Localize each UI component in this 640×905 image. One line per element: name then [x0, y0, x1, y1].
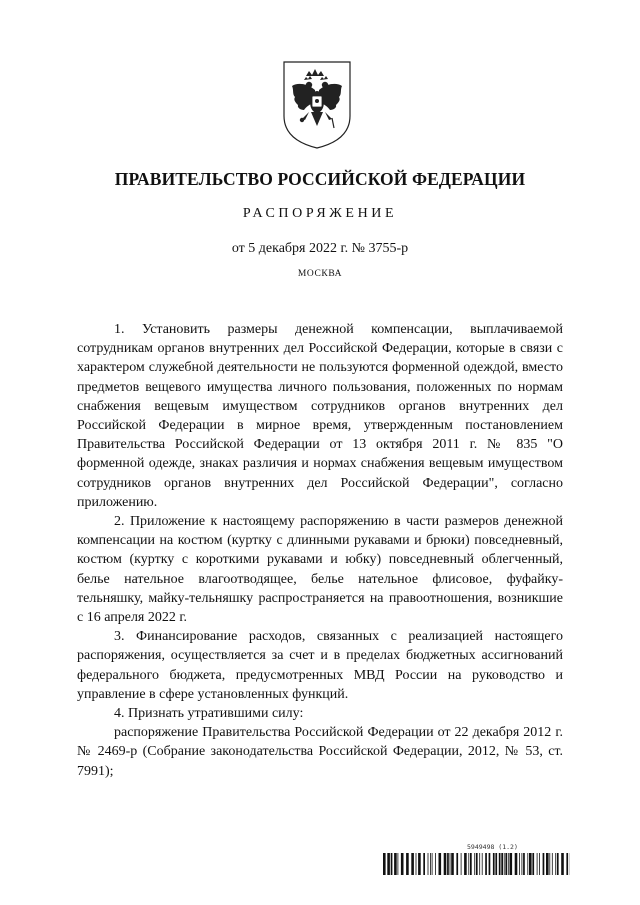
document-city: МОСКВА — [297, 269, 343, 279]
paragraph-3: 3. Финансирование расходов, связанных с реализацией настоящего распоряжения, осуществляется за счет и в пределах бюджетных ассигнований федерального бюджета, предусмотренных МВД России на руководство и управление в сфере установленных функций. — [77, 629, 563, 702]
document-body — [77, 320, 563, 781]
paragraph-1: 1. Установить размеры денежной компенсации, выплачиваемой сотрудникам органов внутренних дел Российской Федерации, которые в связи с характером служебной деятельности не пользуются форменной одеждой, вместо предметов вещевого имущества личного пользования, положенных по нормам снабжения вещевым имуществом сотрудников органов внутренних дел Российской Федерации в мирное время, утвержденным постановлением Правительства Российской Федерации от 13 октября 2011 г. № 835 "О форменной одежде, знаках различия и нормах снабжения вещевым имуществом сотрудников органов внутренних дел Российской Федерации", согласно приложению. — [77, 322, 563, 510]
coat-of-arms-emblem — [282, 60, 352, 150]
document-date-number: от 5 декабря 2022 г. № 3755-р — [231, 241, 409, 256]
barcode-block — [383, 843, 570, 879]
barcode-id: 5949498 (1.2) — [467, 843, 518, 851]
government-title: ПРАВИТЕЛЬСТВО РОССИЙСКОЙ ФЕДЕРАЦИИ — [114, 169, 526, 189]
paragraph-5: распоряжение Правительства Российской Федерации от 22 декабря 2012 г. № 2469-р (Собрание законодательства Российской Федерации, 2012, № 53, ст. 7991); — [77, 725, 563, 779]
barcode-icon — [383, 853, 570, 875]
document-type: РАСПОРЯЖЕНИЕ — [242, 206, 398, 221]
paragraph-4: 4. Признать утратившими силу: — [114, 706, 304, 722]
paragraph-2: 2. Приложение к настоящему распоряжению в части размеров денежной компенсации на костюм (куртку с длинными рукавами и брюки) повседневный, костюм (куртку с короткими рукавами и юбку) повседневный облегченный, белье нательное влагоотводящее, белье нательное флисовое, фуфайку-тельняшку, майку-тельняшку распространяется на правоотношения, возникшие с 16 апреля 2022 г. — [77, 514, 563, 626]
